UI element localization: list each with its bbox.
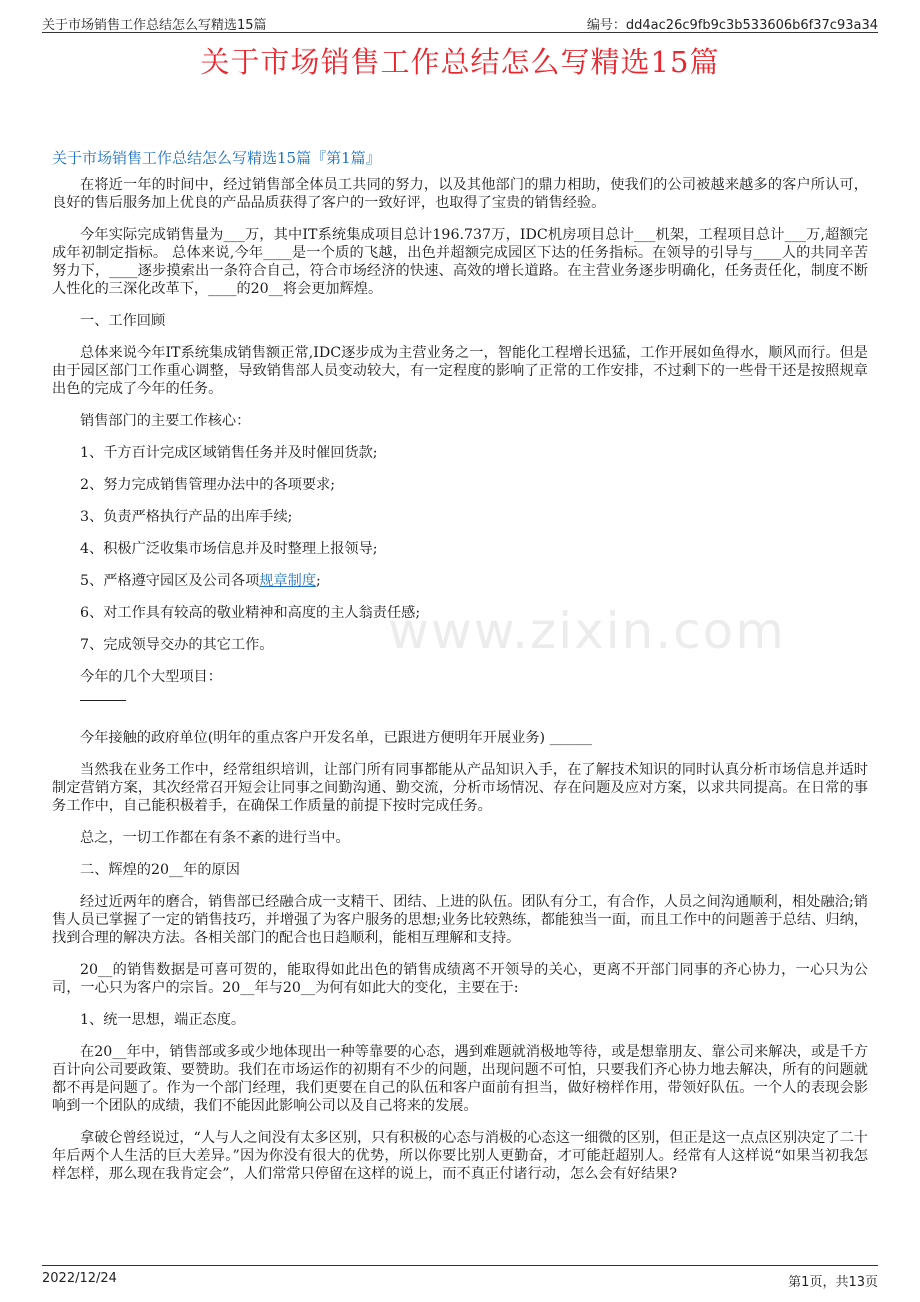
list-item: 6、对工作具有较高的敬业精神和高度的主人翁责任感; [80,605,421,621]
document-body [52,176,868,1197]
paragraph: 今年实际完成销售量为___万，其中IT系统集成项目总计196.737万，IDC机房项目总计___机架，工程项目总计___万,超额完成年初制定指标。 总体来说,今年____是一个质的飞越，出色并超额完成园区下达的任务指标。在领导的引导与____人的共同辛苦努力下，____逐步摸索出一条符合自己，符合市场经济的快速、高效的增长道路。在主营业务逐步明确化，任务责任化，制度不断人性化的三深化改革下，____的20__将会更加辉煌。 [52,227,868,297]
paragraph: 20__的销售数据是可喜可贺的，能取得如此出色的销售成绩离不开领导的关心，更离不开部门同事的齐心协力，一心只为公司，一心只为客户的宗旨。20__年与20__为何有如此大的变化，主要在于: [52,962,868,996]
list-item-text: 5、严格遵守园区及公司各项 [80,573,260,589]
footer-date: 2022/12/24 [42,1271,117,1286]
paragraph: 当然我在业务工作中，经常组织培训，让部门所有同事都能从产品知识入手，在了解技术知识的同时认真分析市场信息并适时制定营销方案，其次经常召开短会让同事之间勤沟通、勤交流，分析市场情况、存在问题及应对方案，以求共同提高。在日常的事务工作中，自己能积极着手，在确保工作质量的前提下按时完成任务。 [52,762,868,814]
list-item: 1、统一思想，端正态度。 [80,1012,246,1028]
footer-page-number: 第1页，共13页 [788,1275,878,1290]
paragraph: 经过近两年的磨合，销售部已经融合成一支精干、团结、上进的队伍。团队有分工，有合作，人员之间沟通顺利，相处融洽;销售人员已掌握了一定的销售技巧，并增强了为客户服务的思想;业务比较熟练，都能独当一面，而且工作中的问题善于总结、归纳，找到合理的解决方法。各相关部门的配合也日趋顺利，能相互理解和支持。 [52,894,868,946]
list-item: 7、完成领导交办的其它工作。 [80,637,274,653]
section-title: 关于市场销售工作总结怎么写精选15篇『第1篇』 [52,149,381,167]
blank-line [80,700,126,715]
list-item: 3、负责严格执行产品的出库手续; [80,509,293,525]
list-item: 4、积极广泛收集市场信息并及时整理上报领导; [80,541,378,557]
list-item: 2、努力完成销售管理办法中的各项要求; [80,477,335,493]
paragraph: 在20__年中，销售部或多或少地体现出一种等靠要的心态，遇到难题就消极地等待，或是想靠朋友、靠公司来解决，或是千方百计向公司要政策、要赞助。我们在市场运作的初期有不少的问题，出现问题不可怕，只要我们齐心协力地去解决，所有的问题就都不再是问题了。作为一个部门经理，我们更要在自己的队伍和客户面前有担当，做好榜样作用，带领好队伍。一个人的表现会影响到一个团队的成绩，我们不能因此影响公司以及自己将来的发展。 [52,1044,868,1114]
page-header [42,12,878,33]
paragraph: 总之，一切工作都在有条不紊的进行当中。 [80,830,350,846]
page-footer [42,1265,878,1290]
section-heading: 一、工作回顾 [80,313,166,329]
rules-link[interactable]: 规章制度 [259,573,317,589]
header-doc-id: 编号：dd4ac26c9fb9c3b533606b6f37c93a34 [586,18,878,33]
paragraph: 今年的几个大型项目： [80,669,222,685]
watermark: www.zixin.com [388,602,786,660]
paragraph: 拿破仑曾经说过，“人与人之间没有太多区别，只有积极的心态与消极的心态这一细微的区别，但正是这一点点区别决定了二十年后两个人生活的巨大差异。”因为你没有很大的优势，所以你要比别人更勤奋，才可能赶超别人。经常有人这样说“如果当初我怎样怎样，那么现在我肯定会”，人们常常只停留在这样的说上，而不真正付诸行动，怎么会有好结果? [52,1130,868,1182]
paragraph: 总体来说今年IT系统集成销售额正常,IDC逐步成为主营业务之一，智能化工程增长迅猛，工作开展如鱼得水，顺风而行。但是由于园区部门工作重心调整，导致销售部人员变动较大，有一定程度的影响了正常的工作安排，不过剩下的一些骨干还是按照规章出色的完成了今年的任务。 [52,345,868,397]
header-doc-title: 关于市场销售工作总结怎么写精选15篇 [42,18,267,33]
list-item-tail: ; [316,573,321,589]
paragraph: 今年接触的政府单位(明年的重点客户开发名单，已跟进方便明年开展业务) ______ [80,730,593,746]
list-item: 1、千方百计完成区域销售任务并及时催回货款; [80,445,378,461]
list-item [52,572,868,590]
document-title: 关于市场销售工作总结怎么写精选15篇 [200,45,720,79]
paragraph: 销售部门的主要工作核心： [80,413,251,429]
section-heading: 二、辉煌的20__年的原因 [80,862,240,878]
paragraph: 在将近一年的时间中，经过销售部全体员工共同的努力，以及其他部门的鼎力相助，使我们的公司被越来越多的客户所认可，良好的售后服务加上优良的产品品质获得了客户的一致好评，也取得了宝贵的销售经验。 [52,177,868,211]
